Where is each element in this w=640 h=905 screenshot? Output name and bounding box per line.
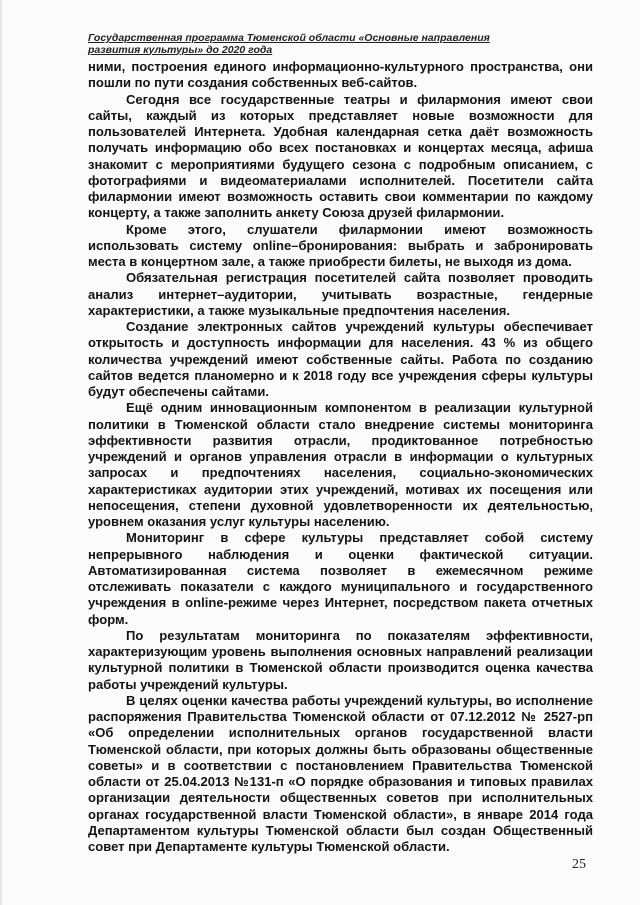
running-header — [88, 32, 490, 56]
paragraph-monitoring-system: Мониторинг в сфере культуры представляет собой систему непрерывного наблюдения и оценки фактической ситуации. Автоматизированная система позволяет в ежемесячном режиме отслеживать показатели с каждого муниципального и государственного учреждения в online-режиме через Интернет, посредством пакета отчетных форм. — [88, 530, 593, 627]
paragraph-continued: ними, построения единого информационно-культурного пространства, они пошли по пути создания собственных веб-сайтов. — [88, 59, 593, 91]
paragraph-online-booking: Кроме этого, слушатели филармонии имеют возможность использовать систему online–бронирования: выбрать и забронировать места в концертном зале, а также приобрести билеты, не выходя из дома. — [88, 221, 593, 269]
paragraph-theatres-websites: Сегодня все государственные театры и филармония имеют свои сайты, каждый из которых представляет новые возможности для пользователей Интернета. Удобная календарная сетка даёт возможность получать информацию обо всех постановках и концертах месяца, афиша знакомит с мероприятиями будущего сезона с подробным описанием, с фотографиями и видеоматериалами исполнителей. Посетители сайта филармонии имеют возможность оставить свои комментарии по каждому концерту, а также заполнить анкету Союза друзей филармонии. — [88, 91, 593, 221]
paragraph-public-council: В целях оценки качества работы учреждений культуры, во исполнение распоряжения Правительства Тюменской области от 07.12.2012 № 2527-рп «Об определении исполнительных органов государственной власти Тюменской области, при которых должны быть образованы общественные советы» и в соответствии с постановлением Правительства Тюменской области от 25.04.2013 №131-п «О порядке образования и типовых правилах организации деятельности общественных советов при исполнительных органах государственной власти Тюменской области», в январе 2014 года Департаментом культуры Тюменской области был создан Общественный совет при Департаменте культуры Тюменской области. — [88, 692, 593, 854]
paragraph-monitoring-innovation: Ещё одним инновационным компонентом в реализации культурной политики в Тюменской области стало внедрение системы мониторинга эффективности развития отрасли, продиктованное потребностью учреждений и органов управления отрасли в информации о культурных запросах и предпочтениях населения, социально-экономических характеристиках аудитории этих учреждений, мотивах их посещения или непосещения, степени духовной удовлетворенности их деятельностью, уровнем оказания услуг культуры населению. — [88, 400, 593, 529]
page-number: 25 — [572, 857, 586, 872]
body-text — [88, 59, 593, 855]
paragraph-websites-creation: Создание электронных сайтов учреждений культуры обеспечивает открытость и доступность информации для населения. 43 % из общего количества учреждений имеют собственные сайты. Работа по созданию сайтов ведется планомерно и к 2018 году все учреждения сферы культуры будут обеспечены сайтами. — [88, 319, 593, 399]
paragraph-registration: Обязательная регистрация посетителей сайта позволяет проводить анализ интернет–аудитории, учитывать возрастные, гендерные характеристики, а также музыкальные предпочтения населения. — [88, 270, 593, 318]
header-line-1: Государственная программа Тюменской области «Основные направления — [88, 32, 490, 44]
header-line-2: развития культуры» до 2020 года — [88, 43, 273, 56]
paragraph-monitoring-results: По результатам мониторинга по показателям эффективности, характеризующим уровень выполнения основных направлений реализации культурной политики в Тюменской области производится оценка качества работы учреждений культуры. — [88, 627, 593, 692]
